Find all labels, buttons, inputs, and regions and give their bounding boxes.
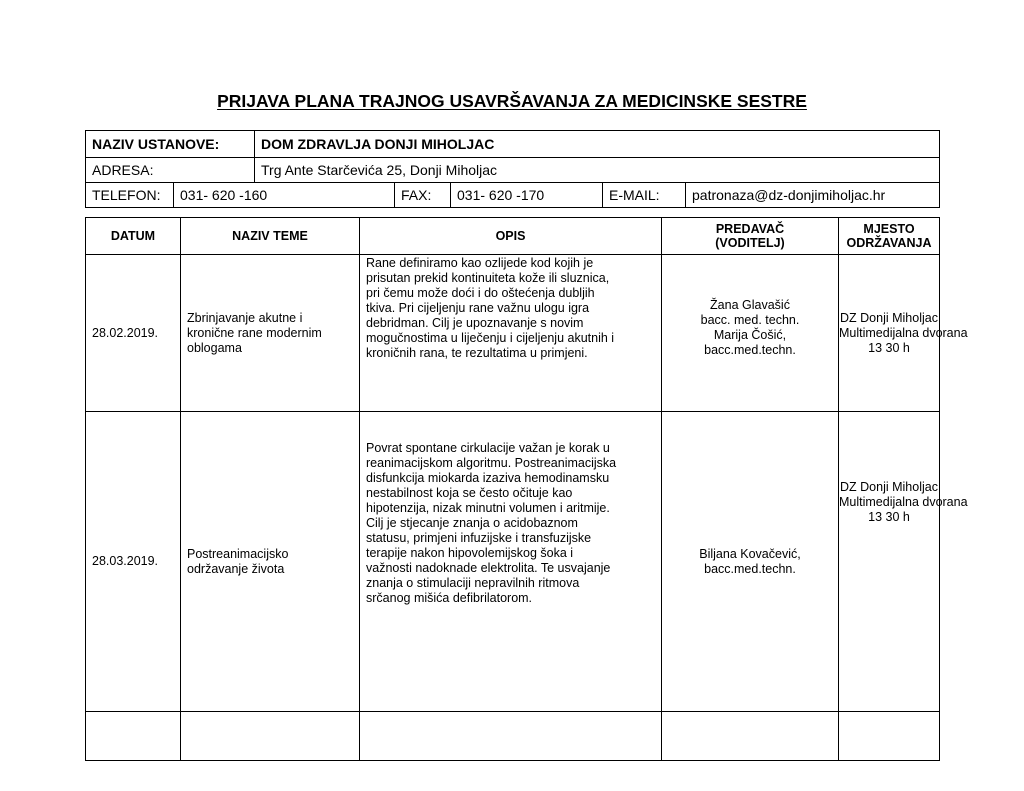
description-line: debridman. Cilj je upoznavanje s novim bbox=[366, 316, 584, 330]
phone-value: 031- 620 -160 bbox=[174, 183, 395, 208]
email-label: E-MAIL: bbox=[603, 183, 686, 208]
description-line: mogučnostima u liječenju i cijeljenju akutnih i bbox=[366, 331, 615, 345]
header-lecturer-line2: (VODITELJ) bbox=[715, 236, 785, 250]
address-row bbox=[86, 158, 940, 183]
training-schedule-table bbox=[85, 217, 968, 761]
row-description bbox=[360, 412, 662, 712]
description-line: Cilj je stjecanje znanja o acidobaznom bbox=[366, 516, 578, 530]
header-place-line1: MJESTO bbox=[863, 222, 915, 236]
institution-name-label: NAZIV USTANOVE: bbox=[86, 131, 255, 158]
row-date: 28.03.2019. bbox=[86, 412, 181, 712]
description-line: Povrat spontane cirkulacije važan je korak u bbox=[366, 441, 610, 455]
table-row bbox=[86, 412, 940, 712]
phone-label: TELEFON: bbox=[86, 183, 174, 208]
row-topic bbox=[181, 412, 360, 712]
description-line: znanja o stimulaciji nepravilnih ritmova bbox=[366, 576, 580, 590]
description-line: srčanog mišića defibrilatorom. bbox=[366, 591, 533, 605]
header-date: DATUM bbox=[86, 218, 181, 255]
description-line: hipotenzija, nizak minutni volumen i aritmije. bbox=[366, 501, 610, 515]
empty-cell bbox=[839, 712, 940, 761]
place-line: 13 30 h bbox=[868, 340, 910, 355]
description-line: važnosti nadoknade elektrolita. Te usvajanje bbox=[366, 561, 611, 575]
row-place bbox=[839, 255, 968, 412]
place-line: Multimedijalna dvorana bbox=[839, 325, 968, 340]
lecturer-line: Marija Čošić, bbox=[713, 328, 787, 342]
description-line: kroničnih rana, te rezultatima u primjeni. bbox=[366, 346, 588, 360]
lecturer-line: Žana Glavašić bbox=[710, 298, 790, 312]
description-line: Rane definiramo kao ozlijede kod kojih je bbox=[366, 256, 594, 270]
lecturer-line: bacc.med.techn. bbox=[704, 343, 796, 357]
description-line: nestabilnost koja se često očituje kao bbox=[366, 486, 573, 500]
empty-cell bbox=[360, 712, 662, 761]
address-value: Trg Ante Starčevića 25, Donji Miholjac bbox=[255, 158, 940, 183]
page-title: PRIJAVA PLANA TRAJNOG USAVRŠAVANJA ZA MEDICINSKE SESTRE bbox=[217, 91, 807, 111]
address-label: ADRESA: bbox=[86, 158, 255, 183]
fax-value: 031- 620 -170 bbox=[451, 183, 603, 208]
header-lecturer bbox=[662, 218, 839, 255]
topic-line: Zbrinjavanje akutne i bbox=[187, 310, 303, 325]
description-line: statusu, primjeni infuzijske i transfuzijske bbox=[366, 531, 592, 545]
place-line: Multimedijalna dvorana bbox=[839, 495, 968, 509]
header-lecturer-line1: PREDAVAČ bbox=[715, 222, 785, 236]
topic-line: Postreanimacijsko bbox=[187, 546, 289, 561]
lecturer-line: bacc. med. techn. bbox=[700, 313, 800, 327]
topic-line: kronične rane modernim bbox=[187, 325, 322, 340]
row-lecturer bbox=[662, 255, 839, 412]
description-line: reanimacijskom algoritmu. Postreanimacijska bbox=[366, 456, 617, 470]
description-line: tkiva. Pri cijeljenju rane važnu ulogu igra bbox=[366, 301, 590, 315]
institution-name: DOM ZDRAVLJA DONJI MIHOLJAC bbox=[255, 131, 940, 158]
lecturer-line: Biljana Kovačević, bbox=[699, 546, 801, 561]
email-value: patronaza@dz-donjimiholjac.hr bbox=[686, 183, 940, 208]
row-place bbox=[839, 412, 968, 712]
contact-row bbox=[86, 183, 940, 208]
row-date: 28.02.2019. bbox=[86, 255, 181, 412]
empty-cell bbox=[662, 712, 839, 761]
topic-line: oblogama bbox=[187, 340, 242, 355]
row-description bbox=[360, 255, 662, 412]
place-line: DZ Donji Miholjac bbox=[840, 480, 938, 494]
institution-info-table bbox=[85, 130, 940, 208]
topic-line: održavanje života bbox=[187, 561, 285, 576]
header-place bbox=[839, 218, 940, 255]
row-topic bbox=[181, 255, 360, 412]
row-lecturer bbox=[662, 412, 839, 712]
description-line: prisutan prekid kontinuiteta kože ili sluznica, bbox=[366, 271, 610, 285]
description-line: pri čemu može doći i do oštećenja dubljih bbox=[366, 286, 595, 300]
description-line: terapije nakon hipovolemijskog šoka i bbox=[366, 546, 574, 560]
header-place-line2: ODRŽAVANJA bbox=[846, 236, 932, 250]
place-line: DZ Donji Miholjac bbox=[840, 310, 938, 325]
empty-cell bbox=[86, 712, 181, 761]
institution-name-row bbox=[86, 131, 940, 158]
description-line: disfunkcija miokarda izaziva hemodinamsku bbox=[366, 471, 610, 485]
empty-cell bbox=[181, 712, 360, 761]
table-row bbox=[86, 255, 940, 412]
lecturer-line: bacc.med.techn. bbox=[704, 561, 796, 576]
fax-label: FAX: bbox=[395, 183, 451, 208]
place-line: 13 30 h bbox=[868, 510, 910, 524]
empty-table-row bbox=[86, 712, 940, 761]
header-description: OPIS bbox=[360, 218, 662, 255]
header-topic: NAZIV TEME bbox=[181, 218, 360, 255]
schedule-header-row bbox=[86, 218, 940, 255]
